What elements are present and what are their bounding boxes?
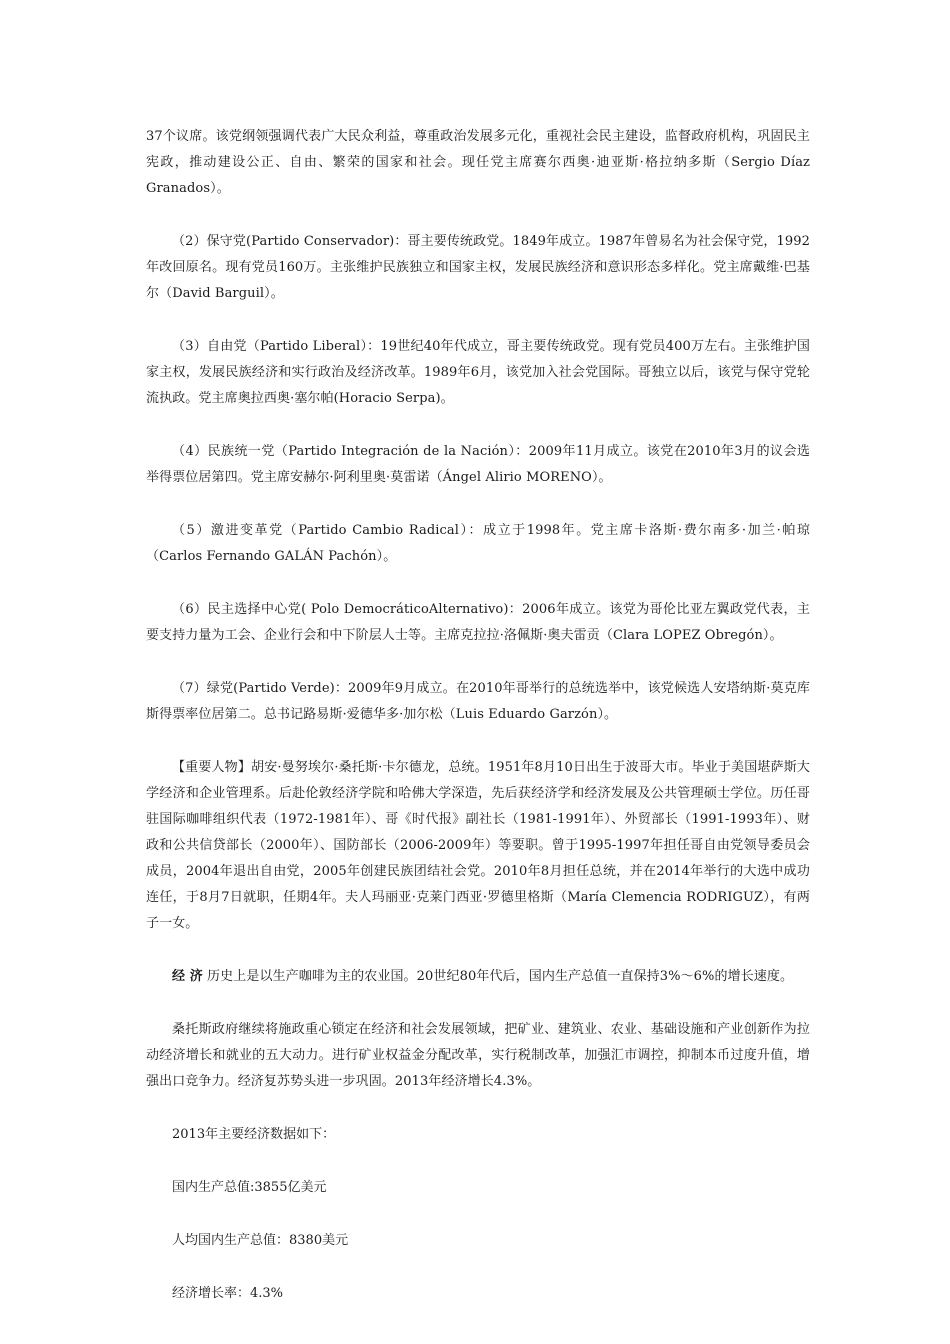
paragraph-conservative-party: （2）保守党(Partido Conservador)：哥主要传统政党。1849年成立。1987年曾易名为社会保守党，1992年改回原名。现有党员160万。主张维护民族独立和国家主权，发展民族经济和意识形态多样化。党主席戴维·巴基尔（David Barguil）。 xyxy=(146,234,810,301)
document-page xyxy=(146,124,810,1334)
economy-heading: 经 济 xyxy=(172,969,203,984)
paragraph-national-unity-party: （4）民族统一党（Partido Integración de la Nación）：2009年11月成立。该党在2010年3月的议会选举得票位居第四。党主席安赫尔·阿利里奥·莫雷诺（Ángel Alirio MORENO）。 xyxy=(146,444,810,485)
gdp-per-capita-line: 人均国内生产总值：8380美元 xyxy=(172,1233,349,1248)
paragraph-radical-change-party: （5）激进变革党（Partido Cambio Radical）：成立于1998年。党主席卡洛斯·费尔南多·加兰·帕琼（Carlos Fernando GALÁN Pachón）。 xyxy=(146,523,810,564)
paragraph-important-figures: 【重要人物】胡安·曼努埃尔·桑托斯·卡尔德龙，总统。1951年8月10日出生于波哥大市。毕业于美国堪萨斯大学经济和企业管理系。后赴伦敦经济学院和哈佛大学深造，先后获经济学和经济发展及公共管理硕士学位。历任哥驻国际咖啡组织代表（1972-1981年）、哥《时代报》副社长（1981-1991年）、外贸部长（1991-1993年）、财政和公共信贷部长（2000年）、国防部长（2006-2009年）等要职。曾于1995-1997年担任哥自由党领导委员会成员，2004年退出自由党，2005年创建民族团结社会党。2010年8月担任总统，并在2014年举行的大选中成功连任，于8月7日就职，任期4年。夫人玛丽亚·克莱门西亚·罗德里格斯（María Clemencia RODRIGUZ），有两子一女。 xyxy=(146,760,810,931)
paragraph-democratic-pole-party: （6）民主选择中心党( Polo DemocráticoAlternativo)：2006年成立。该党为哥伦比亚左翼政党代表，主要支持力量为工会、企业行会和中下阶层人士等。主席克拉拉·洛佩斯·奥夫雷贡（Clara LOPEZ Obregón）。 xyxy=(146,602,810,643)
economy-intro-text: 历史上是以生产咖啡为主的农业国。20世纪80年代后，国内生产总值一直保持3%～6%的增长速度。 xyxy=(202,969,794,984)
growth-rate-line: 经济增长率：4.3% xyxy=(172,1286,284,1301)
economic-data-heading: 2013年主要经济数据如下： xyxy=(172,1127,336,1142)
paragraph-party-intro-continued: 37个议席。该党纲领强调代表广大民众利益，尊重政治发展多元化，重视社会民主建设，监督政府机构，巩固民主宪政，推动建设公正、自由、繁荣的国家和社会。现任党主席赛尔西奥·迪亚斯·格拉纳多斯（Sergio Díaz Granados）。 xyxy=(146,129,810,196)
paragraph-santos-economic-policy: 桑托斯政府继续将施政重心锁定在经济和社会发展领域，把矿业、建筑业、农业、基础设施和产业创新作为拉动经济增长和就业的五大动力。进行矿业权益金分配改革，实行税制改革，加强汇市调控，抑制本币过度升值，增强出口竞争力。经济复苏势头进一步巩固。2013年经济增长4.3%。 xyxy=(146,1022,810,1089)
paragraph-green-party: （7）绿党(Partido Verde)：2009年9月成立。在2010年哥举行的总统选举中，该党候选人安塔纳斯·莫克库斯得票率位居第二。总书记路易斯·爱德华多·加尔松（Luis Eduardo Garzón）。 xyxy=(146,681,810,722)
paragraph-liberal-party: （3）自由党（Partido Liberal）：19世纪40年代成立，哥主要传统政党。现有党员400万左右。主张维护国家主权，发展民族经济和实行政治及经济改革。1989年6月，该党加入社会党国际。哥独立以后，该党与保守党轮流执政。党主席奥拉西奥·塞尔帕(Horacio Serpa)。 xyxy=(146,339,810,406)
paragraph-economy-intro xyxy=(146,964,810,990)
gdp-line: 国内生产总值:3855亿美元 xyxy=(172,1180,327,1195)
